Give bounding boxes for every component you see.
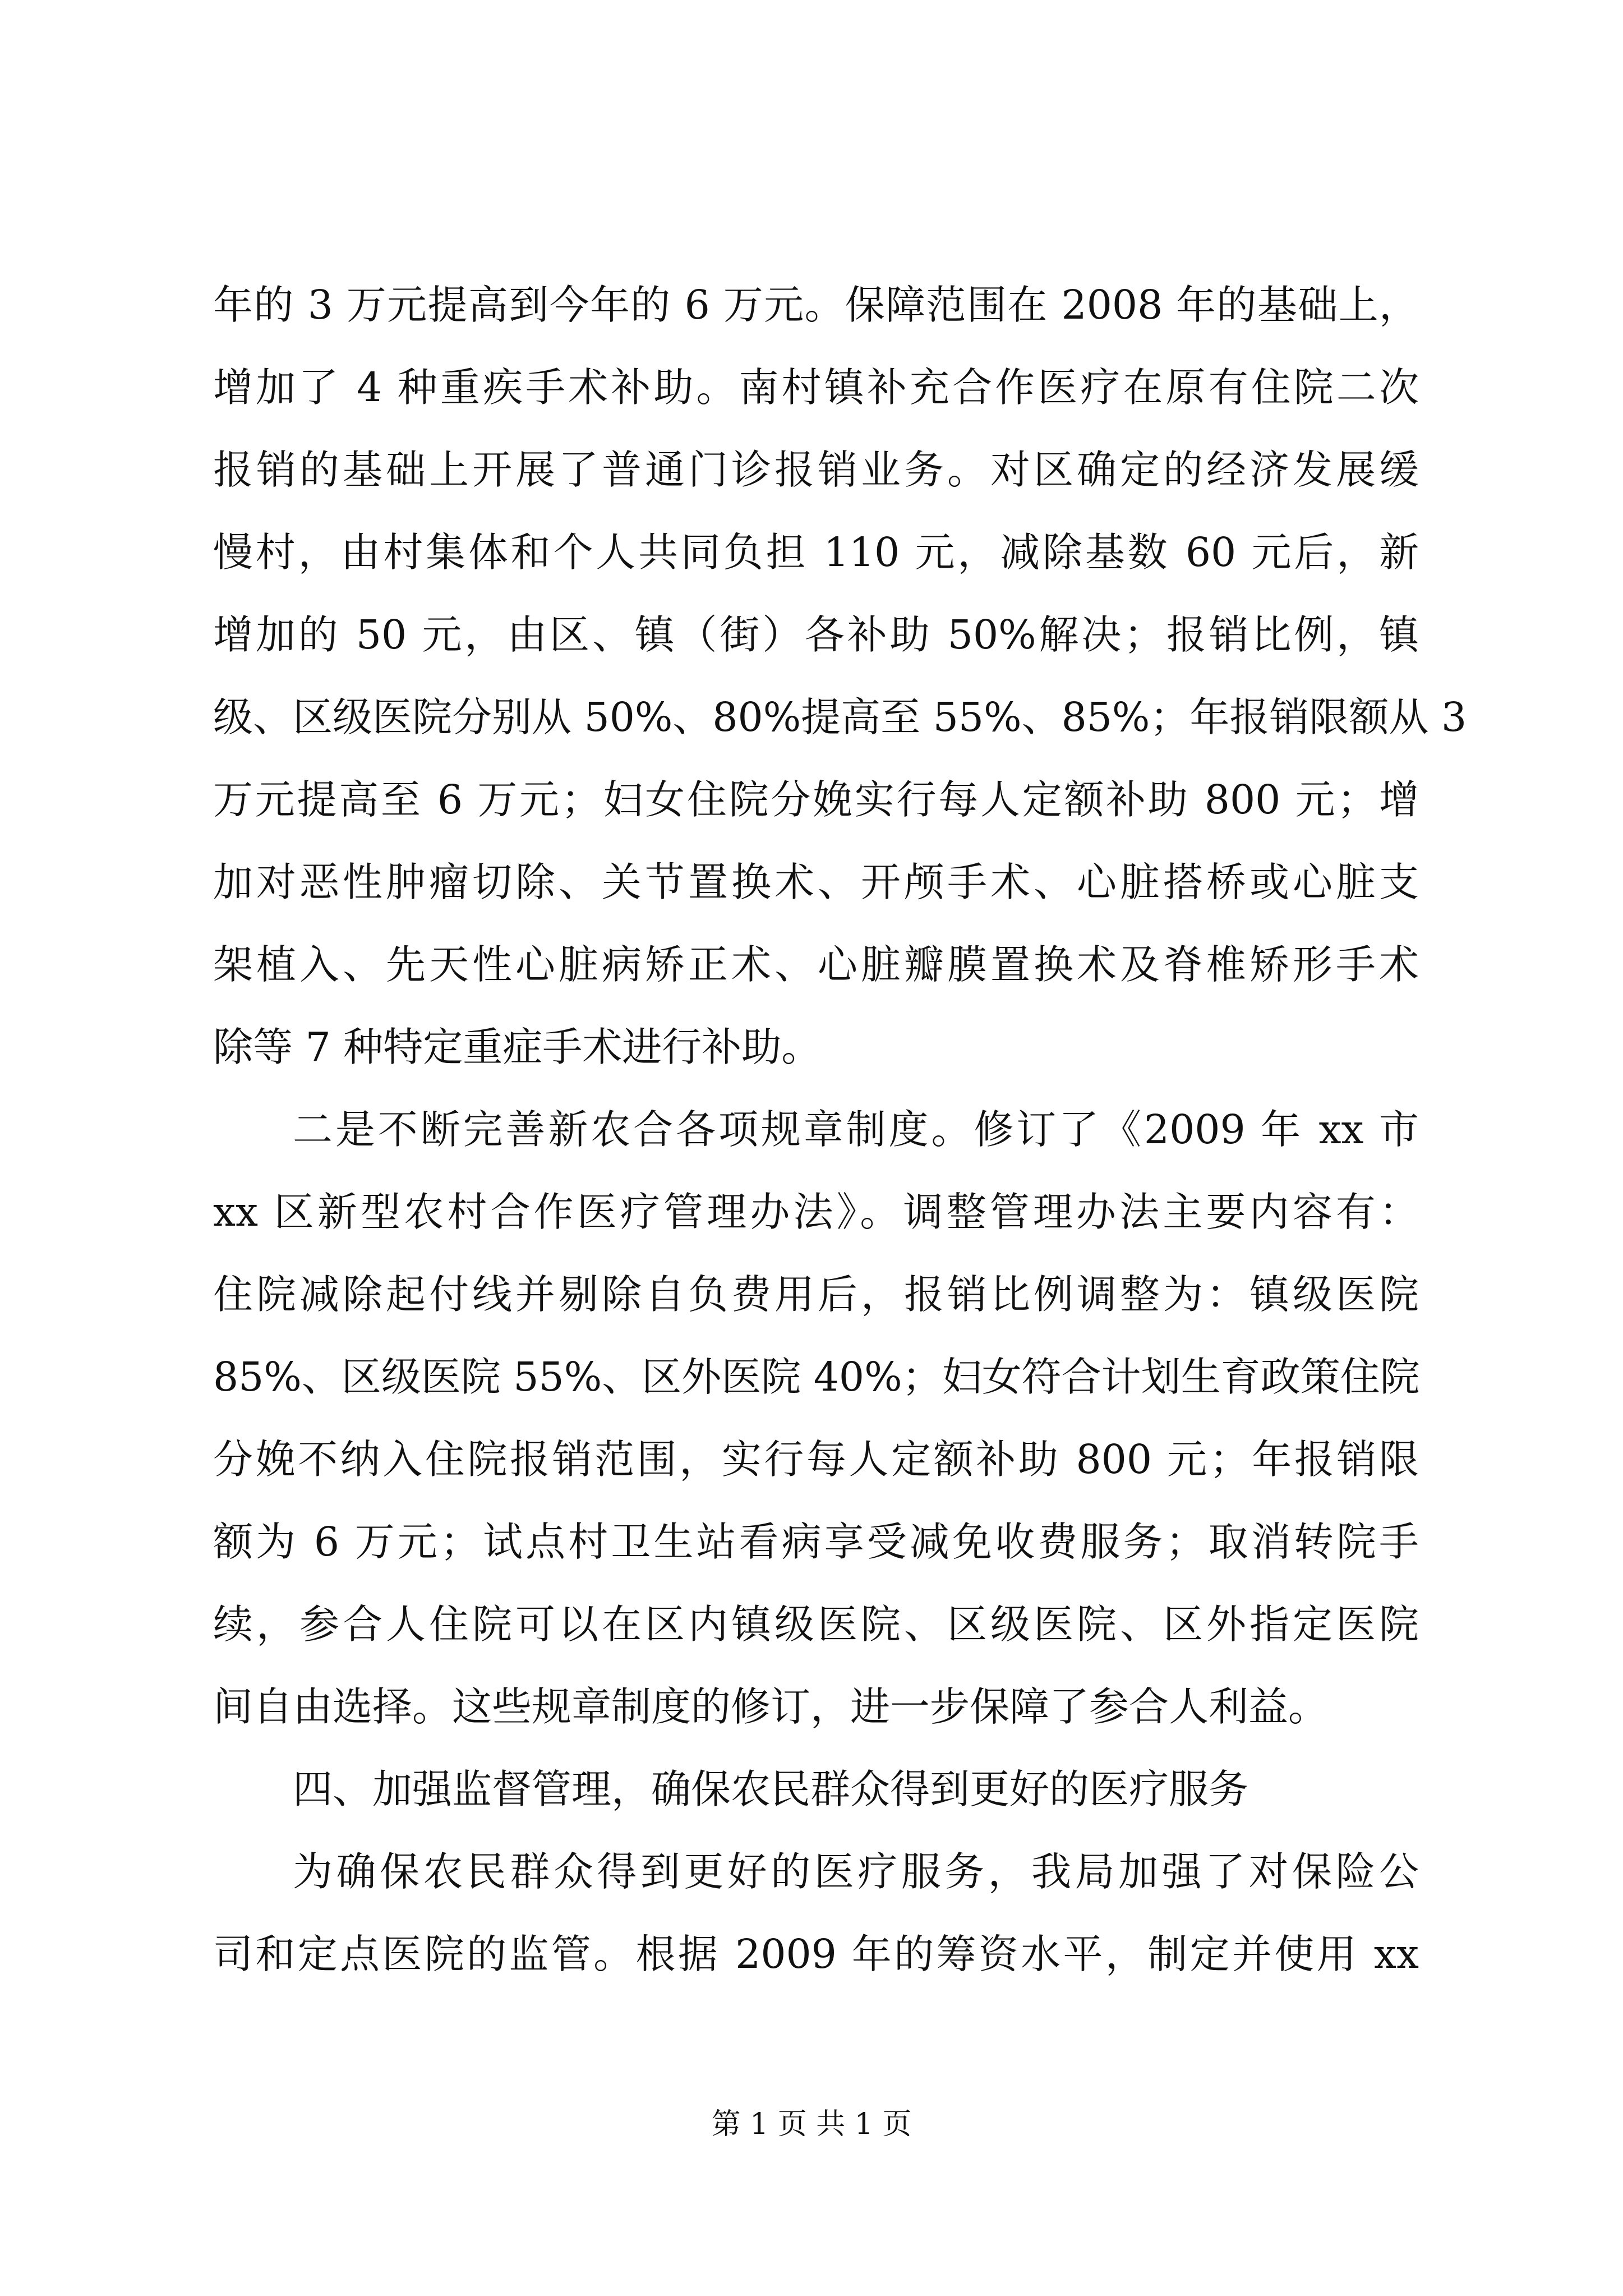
text-line: 报销的基础上开展了普通门诊报销业务。对区确定的经济发展缓 [213,447,1419,493]
text-line: 增加的 50 元，由区、镇（街）各补助 50%解决；报销比例，镇 [213,611,1419,658]
text-line: 年的 3 万元提高到今年的 6 万元。保障范围在 2008 年的基础上， [213,282,1419,328]
document-body [213,264,1467,1995]
text-line: 除等 7 种特定重症手术进行补助。 [213,1024,822,1070]
text-line: 住院减除起付线并剔除自负费用后，报销比例调整为：镇级医院 [213,1271,1419,1318]
text-line: 万元提高至 6 万元；妇女住院分娩实行每人定额补助 800 元；增 [213,776,1419,823]
text-line: 司和定点医院的监管。根据 2009 年的筹资水平，制定并使用 xx [213,1931,1419,1977]
text-line: 额为 6 万元；试点村卫生站看病享受减免收费服务；取消转院手 [213,1519,1419,1565]
text-line: 85%、区级医院 55%、区外医院 40%；妇女符合计划生育政策住院 [213,1354,1420,1400]
text-line: 分娩不纳入住院报销范围，实行每人定额补助 800 元；年报销限 [213,1436,1419,1483]
text-line: 间自由选择。这些规章制度的修订，进一步保障了参合人利益。 [213,1683,1329,1730]
text-line: 为确保农民群众得到更好的医疗服务，我局加强了对保险公 [293,1848,1419,1895]
section-heading: 四、加强监督管理，确保农民群众得到更好的医疗服务 [293,1766,1249,1812]
text-line: 级、区级医院分别从 50%、80%提高至 55%、85%；年报销限额从 3 [213,694,1467,740]
text-line: xx 区新型农村合作医疗管理办法》。调整管理办法主要内容有： [213,1189,1419,1235]
text-line: 二是不断完善新农合各项规章制度。修订了《2009 年 xx 市 [293,1106,1419,1153]
page-footer: 第 1 页 共 1 页 [711,2108,912,2141]
text-line: 慢村，由村集体和个人共同负担 110 元，减除基数 60 元后，新 [213,529,1419,576]
text-line: 续，参合人住院可以在区内镇级医院、区级医院、区外指定医院 [213,1601,1419,1648]
text-line: 增加了 4 种重疾手术补助。南村镇补充合作医疗在原有住院二次 [213,364,1419,411]
text-line: 架植入、先天性心脏病矫正术、心脏瓣膜置换术及脊椎矫形手术 [213,941,1419,988]
text-line: 加对恶性肿瘤切除、关节置换术、开颅手术、心脏搭桥或心脏支 [213,859,1419,905]
